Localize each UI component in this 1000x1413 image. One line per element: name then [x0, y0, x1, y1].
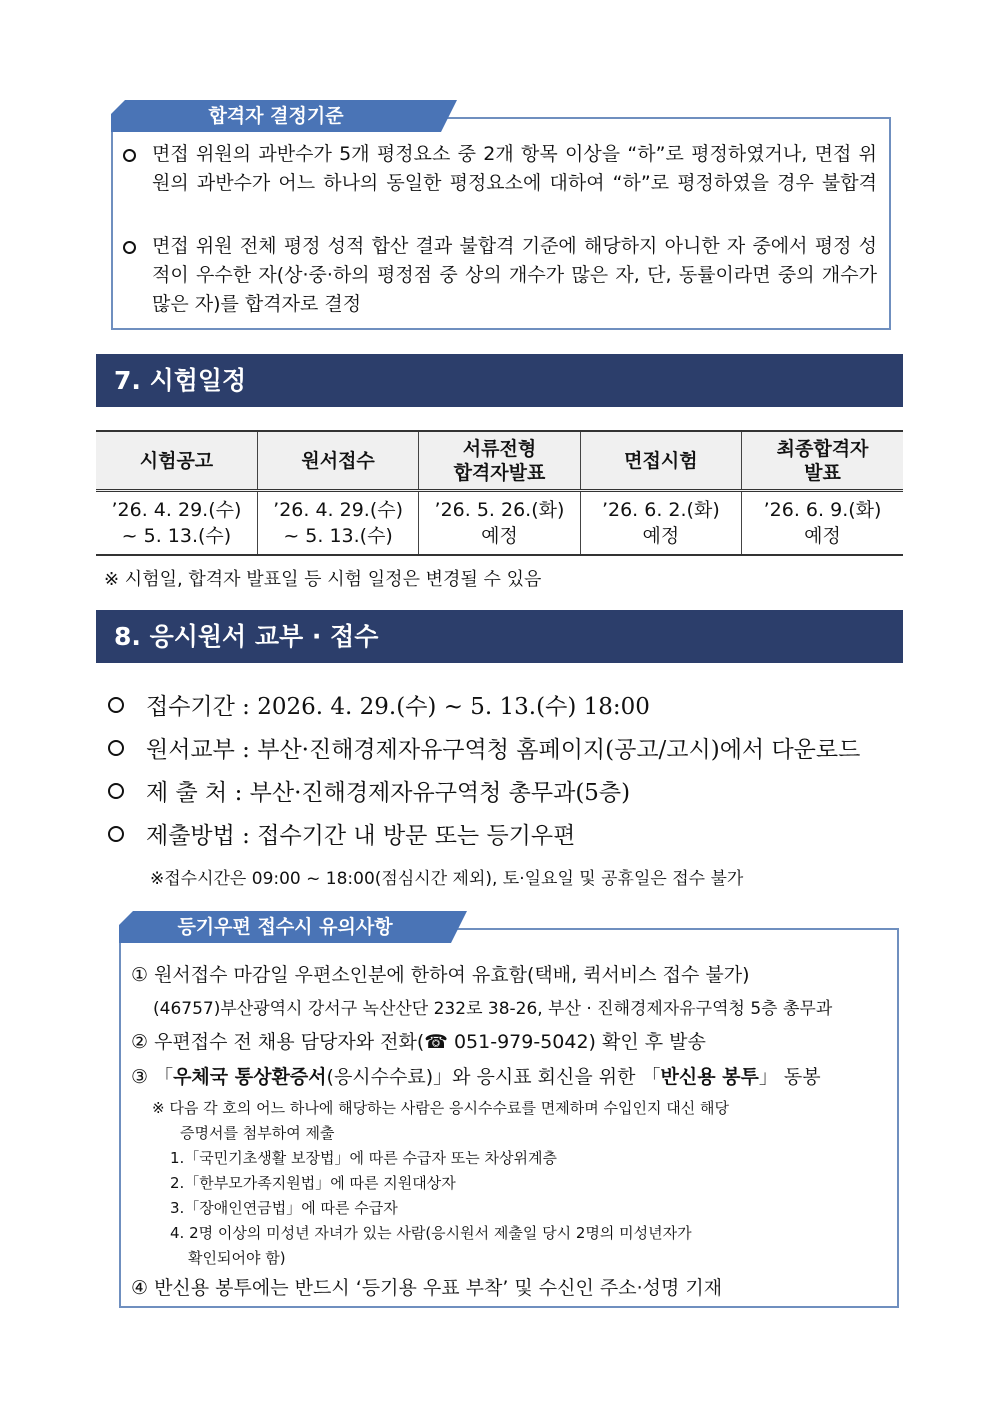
header-cell: 원서접수	[257, 431, 418, 491]
exempt-note-1: ※ 다음 각 호의 어느 하나에 해당하는 사람은 응시수수료를 면제하며 수입인지 대신 해당	[152, 1099, 729, 1117]
exempt-note-2: 증명서를 첨부하여 제출	[180, 1124, 335, 1142]
header-cell: 최종합격자 발표	[742, 431, 903, 491]
mail-item-2: ② 우편접수 전 채용 담당자와 전화(☎ 051-979-5042) 확인 후 발송	[131, 1031, 706, 1053]
schedule-header-row	[96, 431, 903, 491]
bullet-icon	[108, 826, 124, 842]
criteria-bullet-1	[123, 149, 136, 162]
mail-item-1: ① 원서접수 마감일 우편소인분에 한하여 유효함(택배, 퀵서비스 접수 불가)	[131, 964, 750, 986]
table-cell: ’26. 6. 9.(화) 예정	[742, 491, 903, 556]
table-row	[96, 491, 903, 556]
mail-tab	[119, 911, 451, 943]
application-note: ※접수시간은 09:00 ~ 18:00(점심시간 제외), 토·일요일 및 공휴일은 접수 불가	[150, 869, 744, 889]
bullet-icon	[108, 783, 124, 799]
application-section-title: 8. 응시원서 교부 · 접수	[96, 610, 903, 663]
schedule-table	[96, 430, 903, 556]
mail-item-4: ④ 반신용 봉투에는 반드시 ‘등기용 우표 부착’ 및 수신인 주소·성명 기재	[131, 1277, 723, 1299]
exempt-item-3: 3.「장애인연금법」에 따른 수급자	[170, 1199, 398, 1217]
table-cell: ’26. 4. 29.(수) ~ 5. 13.(수)	[257, 491, 418, 556]
criteria-tab-notch	[441, 100, 457, 132]
criteria-item-2: 면접 위원 전체 평정 성적 합산 결과 불합격 기준에 해당하지 아니한 자 중에서 평정 성적이 우수한 자(상·중·하의 평정점 중 상의 개수가 많은 자, 단, 동률이라면 중의 개수가 많은 자)를 합격자로 결정	[152, 235, 877, 315]
criteria-bullet-2	[123, 241, 136, 254]
bullet-icon	[108, 697, 124, 713]
schedule-note: ※ 시험일, 합격자 발표일 등 시험 일정은 변경될 수 있음	[104, 569, 542, 590]
table-cell: ’26. 4. 29.(수) ~ 5. 13.(수)	[96, 491, 257, 556]
mail-item-3: ③ 「우체국 통상환증서(응시수수료)」와 응시표 회신을 위한 「반신용 봉투」 동봉	[131, 1066, 821, 1088]
exempt-item-4-cont: 확인되어야 함)	[188, 1249, 286, 1267]
criteria-tab-left-notch	[111, 100, 125, 114]
criteria-item-1: 면접 위원의 과반수가 5개 평정요소 중 2개 항목 이상을 “하”로 평정하였거나, 면접 위원의 과반수가 어느 하나의 동일한 평정요소에 대하여 “하”로 평정하였을 경우 불합격	[152, 143, 877, 194]
exempt-item-4: 4. 2명 이상의 미성년 자녀가 있는 사람(응시원서 제출일 당시 2명의 미성년자가	[170, 1224, 692, 1242]
mail-tab-label: 등기우편 접수시 유의사항	[177, 916, 393, 938]
exempt-item-2: 2.「한부모가족지원법」에 따른 지원대상자	[170, 1174, 456, 1192]
bullet-icon	[108, 740, 124, 756]
exempt-item-1: 1.「국민기초생활 보장법」에 따른 수급자 또는 차상위계층	[170, 1149, 557, 1167]
header-cell: 서류전형 합격자발표	[419, 431, 580, 491]
criteria-tab-label: 합격자 결정기준	[208, 105, 344, 127]
criteria-tab	[111, 100, 441, 132]
mail-tab-notch	[451, 911, 467, 943]
mail-address: (46757)부산광역시 강서구 녹산산단 232로 38-26, 부산 · 진해경제자유구역청 5층 총무과	[153, 999, 833, 1019]
header-cell: 면접시험	[580, 431, 741, 491]
phone-icon: ☎	[424, 1031, 448, 1053]
header-cell: 시험공고	[96, 431, 257, 491]
table-cell: ’26. 6. 2.(화) 예정	[580, 491, 741, 556]
mail-tab-left-notch	[119, 911, 133, 925]
table-cell: ’26. 5. 26.(화) 예정	[419, 491, 580, 556]
schedule-section-title: 7. 시험일정	[96, 354, 903, 407]
